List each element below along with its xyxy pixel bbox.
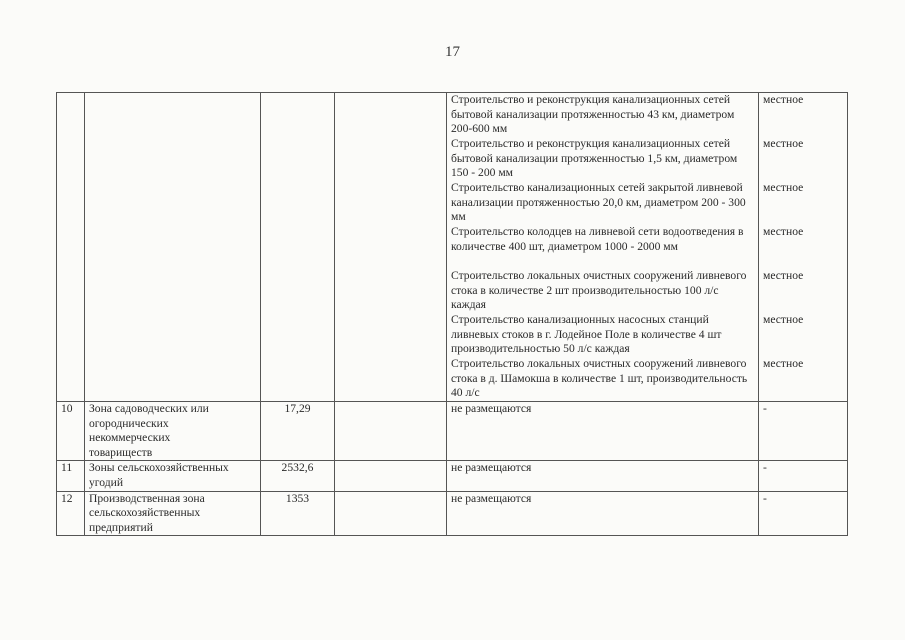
object-text: Строительство и реконструкция канализационных сетей бытовой канализации протяженностью 1,5 км, диаметром 150 - 200 мм: [451, 137, 738, 180]
zones-table: [56, 92, 848, 536]
cell-zone: Зона садоводческих или огороднических некоммерческих товариществ: [85, 402, 261, 461]
object-text: Строительство и реконструкция канализационных сетей бытовой канализации протяженностью 43 км, диаметром 200-600 мм: [451, 93, 735, 136]
cell-objects: не размещаются: [447, 461, 759, 491]
cell-num: 12: [57, 491, 85, 536]
cell-objects: [447, 93, 759, 402]
cell-empty: [335, 93, 447, 402]
significance-text: местное: [763, 137, 804, 150]
cell-area: [261, 93, 335, 402]
cell-significance: -: [759, 461, 848, 491]
table-row: [57, 461, 848, 491]
significance-text: местное: [763, 181, 804, 194]
cell-zone: Производственная зона сельскохозяйственных предприятий: [85, 491, 261, 536]
significance-text: местное: [763, 357, 804, 370]
cell-empty: [335, 402, 447, 461]
cell-objects: не размещаются: [447, 491, 759, 536]
cell-empty: [335, 491, 447, 536]
significance-text: местное: [763, 269, 804, 282]
cell-empty: [335, 461, 447, 491]
object-text: Строительство локальных очистных сооружений ливневого стока в д. Шамокша в количестве 1 шт, производительность 40 л/с: [451, 357, 748, 400]
object-text: Строительство локальных очистных сооружений ливневого стока в количестве 2 шт производительностью 100 л/с каждая: [451, 269, 747, 312]
cell-area: 2532,6: [261, 461, 335, 491]
cell-num: [57, 93, 85, 402]
cell-num: 10: [57, 402, 85, 461]
table-row-continuation: [57, 93, 848, 402]
cell-significance: -: [759, 402, 848, 461]
table-row: [57, 402, 848, 461]
object-text: Строительство канализационных насосных станций ливневых стоков в г. Лодейное Поле в количестве 4 шт производительностью 50 л/с каждая: [451, 313, 722, 356]
significance-text: местное: [763, 313, 804, 326]
cell-zone: [85, 93, 261, 402]
cell-significance: -: [759, 491, 848, 536]
cell-area: 1353: [261, 491, 335, 536]
page-number: 17: [445, 44, 460, 60]
cell-zone: Зоны сельскохозяйственных угодий: [85, 461, 261, 491]
cell-num: 11: [57, 461, 85, 491]
cell-significance: [759, 93, 848, 402]
cell-area: 17,29: [261, 402, 335, 461]
significance-text: местное: [763, 93, 804, 106]
significance-text: местное: [763, 225, 804, 238]
object-text: Строительство колодцев на ливневой сети водоотведения в количестве 400 шт, диаметром 1000 - 2000 мм: [451, 225, 744, 253]
cell-objects: не размещаются: [447, 402, 759, 461]
table-row: [57, 491, 848, 536]
object-text: Строительство канализационных сетей закрытой ливневой канализации протяженностью 20,0 км, диаметром 200 - 300 мм: [451, 181, 746, 224]
